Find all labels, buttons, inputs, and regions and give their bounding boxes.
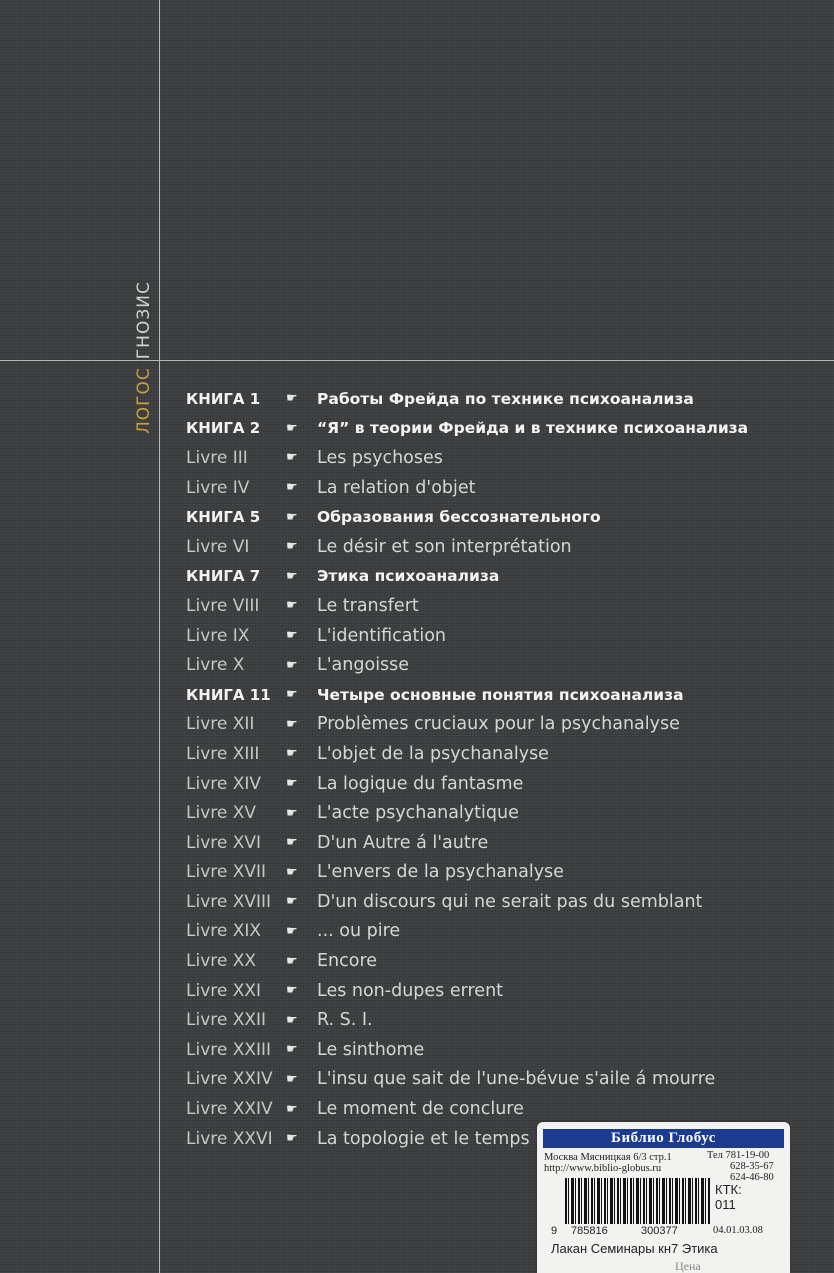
pointing-hand-icon: ☛ [286, 923, 298, 939]
volume-number: Livre XVII [186, 862, 267, 883]
volume-row [186, 443, 806, 473]
sticker-store-name: Библио Глобус [543, 1129, 784, 1148]
volume-title: Работы Фрейда по технике психоанализа [317, 389, 694, 408]
pointing-hand-icon: ☛ [286, 1131, 298, 1147]
pointing-hand-icon: ☛ [286, 657, 298, 673]
volume-title: Les psychoses [317, 447, 443, 468]
volume-title: L'acte psychanalytique [317, 803, 519, 824]
volume-number: Livre XXIV [186, 1099, 273, 1120]
volume-row [186, 502, 806, 532]
ean-left-digits: 785816 [571, 1225, 608, 1237]
volume-row [186, 680, 806, 710]
pointing-hand-icon: ☛ [286, 1071, 298, 1087]
volume-row [186, 946, 806, 976]
ean-right-digits: 300377 [641, 1225, 678, 1237]
pointing-hand-icon: ☛ [286, 509, 298, 525]
sticker-phone-2: 628-35-67 [730, 1161, 774, 1172]
volume-row [186, 769, 806, 799]
volume-number: Livre XV [186, 803, 257, 824]
volume-row [186, 798, 806, 828]
volume-number: Livre XIV [186, 773, 262, 794]
volume-title: D'un Autre á l'autre [317, 832, 489, 853]
pointing-hand-icon: ☛ [286, 716, 298, 732]
volume-number: Livre X [186, 655, 245, 676]
pointing-hand-icon: ☛ [286, 450, 298, 466]
sticker-phone-1: Тел 781-19-00 [707, 1150, 770, 1161]
pointing-hand-icon: ☛ [286, 1042, 298, 1058]
pointing-hand-icon: ☛ [286, 391, 298, 407]
horizontal-rule [0, 360, 834, 361]
volume-title: L'identification [317, 625, 447, 646]
pointing-hand-icon: ☛ [286, 568, 298, 584]
volume-row [186, 858, 806, 888]
volume-title: “Я” в теории Фрейда и в технике психоанализа [317, 419, 749, 438]
volume-number: Livre XXIV [186, 1069, 273, 1090]
pointing-hand-icon: ☛ [286, 1012, 298, 1028]
pointing-hand-icon: ☛ [286, 805, 298, 821]
volume-row [186, 1094, 806, 1124]
volume-row [186, 562, 806, 592]
volume-number: Livre XXIII [186, 1039, 272, 1060]
volume-title: La relation d'objet [317, 477, 476, 498]
series-gnosis-word: ГНОЗИС [134, 281, 154, 360]
volume-title: L'angoisse [317, 655, 410, 676]
volume-title: Образования бессознательного [317, 508, 601, 527]
sticker-url: http://www.biblio-globus.ru [544, 1163, 662, 1174]
volume-number: Livre XVIII [186, 891, 272, 912]
pointing-hand-icon: ☛ [286, 835, 298, 851]
sticker-item-title: Лакан Семинары кн7 Этика [551, 1241, 718, 1256]
volume-number: КНИГА 11 [186, 685, 271, 704]
sticker-ktk [715, 1182, 742, 1212]
volume-number: Livre IX [186, 625, 250, 646]
volume-number: Livre XIII [186, 743, 260, 764]
volume-row [186, 473, 806, 503]
volume-row [186, 710, 806, 740]
sticker-date: 04.01.03.08 [713, 1225, 763, 1236]
volume-title: ... ou pire [317, 921, 401, 942]
volume-row [186, 828, 806, 858]
volume-title: Le désir et son interprétation [317, 536, 572, 557]
pointing-hand-icon: ☛ [286, 628, 298, 644]
volume-number: Livre VIII [186, 595, 260, 616]
barcode [565, 1178, 710, 1224]
volume-title: La logique du fantasme [317, 773, 524, 794]
pointing-hand-icon: ☛ [286, 539, 298, 555]
sticker-phone-3: 624-46-80 [730, 1172, 774, 1183]
ean-lead-digit: 9 [551, 1225, 558, 1237]
volume-number: Livre XVI [186, 832, 262, 853]
volume-row [186, 739, 806, 769]
volume-title: D'un discours qui ne serait pas du semblant [317, 891, 703, 912]
volume-row [186, 414, 806, 444]
volume-row [186, 384, 806, 414]
volume-number: Livre IV [186, 477, 250, 498]
store-price-sticker [537, 1122, 790, 1273]
pointing-hand-icon: ☛ [286, 598, 298, 614]
pointing-hand-icon: ☛ [286, 894, 298, 910]
volume-row [186, 1035, 806, 1065]
sticker-address: Москва Мясницкая 6/3 стр.1 [544, 1152, 672, 1163]
volume-title: Problèmes cruciaux pour la psychanalyse [317, 714, 680, 735]
ktk-value: 011 [715, 1197, 736, 1212]
volume-row [186, 591, 806, 621]
volume-row [186, 532, 806, 562]
volume-title: La topologie et le temps [317, 1128, 530, 1149]
volume-row [186, 976, 806, 1006]
volume-title: R. S. I. [317, 1010, 373, 1031]
volume-number: Livre XXVI [186, 1128, 273, 1149]
volume-title: L'insu que sait de l'une-bévue s'aile á mourre [317, 1069, 716, 1090]
volume-number: КНИГА 5 [186, 508, 261, 527]
pointing-hand-icon: ☛ [286, 420, 298, 436]
series-logo [134, 281, 154, 434]
volume-number: КНИГА 2 [186, 419, 261, 438]
volume-title: Le sinthome [317, 1039, 425, 1060]
pointing-hand-icon: ☛ [286, 480, 298, 496]
volume-number: Livre XXII [186, 1010, 267, 1031]
vertical-rule [159, 0, 160, 1273]
pointing-hand-icon: ☛ [286, 687, 298, 703]
pointing-hand-icon: ☛ [286, 1101, 298, 1117]
sticker-price-label: Цена [675, 1259, 701, 1273]
series-logos-word: ЛОГОС [134, 367, 154, 434]
volume-number: Livre XIX [186, 921, 262, 942]
volume-title: L'objet de la psychanalyse [317, 743, 549, 764]
volume-row [186, 887, 806, 917]
volume-title: Encore [317, 951, 378, 972]
pointing-hand-icon: ☛ [286, 864, 298, 880]
volume-row [186, 917, 806, 947]
pointing-hand-icon: ☛ [286, 983, 298, 999]
volume-number: Livre VI [186, 536, 250, 557]
volume-row [186, 1065, 806, 1095]
volume-row [186, 650, 806, 680]
volume-title: Этика психоанализа [317, 567, 500, 586]
volume-number: Livre XXI [186, 980, 262, 1001]
volume-number: КНИГА 1 [186, 389, 261, 408]
volume-title: Четыре основные понятия психоанализа [317, 685, 684, 704]
seminar-volume-list [186, 384, 806, 1153]
volume-number: Livre XII [186, 714, 255, 735]
pointing-hand-icon: ☛ [286, 953, 298, 969]
volume-number: Livre III [186, 447, 248, 468]
volume-number: Livre XX [186, 951, 257, 972]
ktk-label: КТК: [715, 1182, 742, 1197]
volume-number: КНИГА 7 [186, 567, 261, 586]
volume-title: L'envers de la psychanalyse [317, 862, 564, 883]
volume-row [186, 1005, 806, 1035]
volume-title: Les non-dupes errent [317, 980, 504, 1001]
volume-title: Le moment de conclure [317, 1099, 524, 1120]
volume-title: Le transfert [317, 595, 419, 616]
pointing-hand-icon: ☛ [286, 776, 298, 792]
volume-row [186, 621, 806, 651]
pointing-hand-icon: ☛ [286, 746, 298, 762]
